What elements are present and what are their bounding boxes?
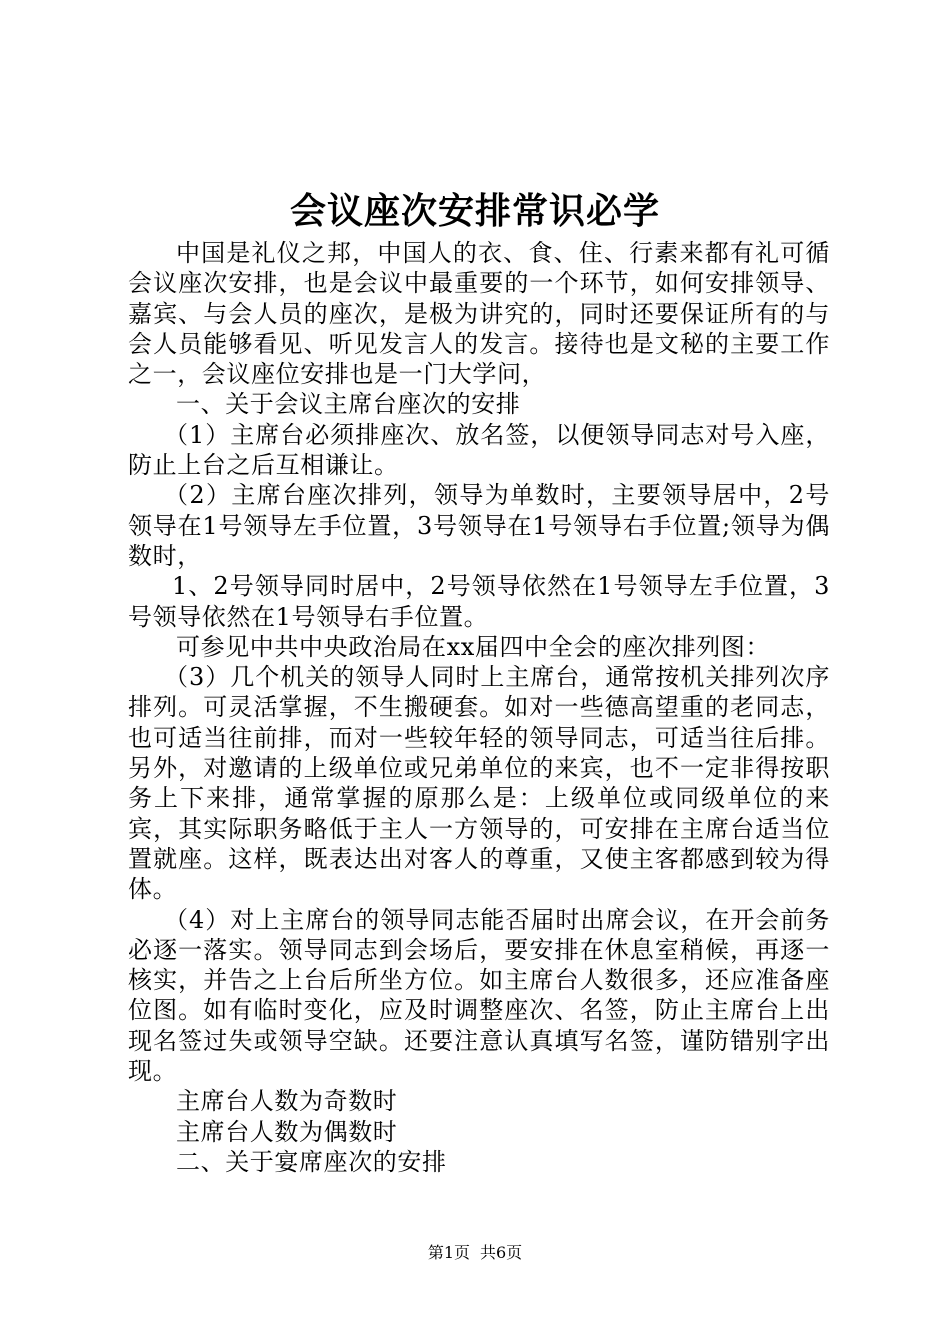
document-body — [128, 238, 830, 1177]
paragraph-reference: 可参见中共中央政治局在xx届四中全会的座次排列图： — [176, 632, 771, 661]
page-number-current: 第1页 — [427, 1243, 470, 1262]
paragraph-item-2: （2）主席台座次排列，领导为单数时，主要领导居中，2号领导在1号领导左手位置，3号领导在1号领导右手位置;领导为偶数时， — [128, 481, 830, 570]
page-footer — [0, 1242, 950, 1264]
paragraph-intro: 中国是礼仪之邦，中国人的衣、食、住、行素来都有礼可循会议座次安排，也是会议中最重要的一个环节，如何安排领导、嘉宾、与会人员的座次，是极为讲究的，同时还要保证所有的与会人员能够看见、听见发言人的发言。接待也是文秘的主要工作之一，会议座位安排也是一门大学问， — [128, 239, 830, 389]
section-heading-banquet: 二、关于宴席座次的安排 — [176, 1147, 447, 1176]
section-heading-podium: 一、关于会议主席台座次的安排 — [176, 390, 521, 419]
page-number-total: 共6页 — [480, 1243, 523, 1262]
caption-even-count: 主席台人数为偶数时 — [176, 1117, 398, 1146]
document-title: 会议座次安排常识必学 — [289, 190, 660, 232]
paragraph-even-leaders: 1、2号领导同时居中，2号领导依然在1号领导左手位置，3号领导依然在1号领导右手位置。 — [128, 572, 830, 631]
caption-odd-count: 主席台人数为奇数时 — [176, 1087, 398, 1116]
paragraph-item-1: （1）主席台必须排座次、放名签，以便领导同志对号入座，防止上台之后互相谦让。 — [128, 420, 830, 480]
paragraph-item-4: （4）对上主席台的领导同志能否届时出席会议，在开会前务必逐一落实。领导同志到会场后，要安排在休息室稍候，再逐一核实，并告之上台后所坐方位。如主席台人数很多，还应准备座位图。如有临时变化，应及时调整座次、名签，防止主席台上出现名签过失或领导空缺。还要注意认真填写名签，谨防错别字出现。 — [128, 905, 830, 1086]
paragraph-item-3: （3）几个机关的领导人同时上主席台，通常按机关排列次序排列。可灵活掌握，不生搬硬套。如对一些德高望重的老同志，也可适当往前排，而对一些较年轻的领导同志，可适当往后排。另外，对邀请的上级单位或兄弟单位的来宾，也不一定非得按职务上下来排，通常掌握的原那么是：上级单位或同级单位的来宾，其实际职务略低于主人一方领导的，可安排在主席台适当位置就座。这样，既表达出对客人的尊重，又使主客都感到较为得体。 — [128, 663, 830, 904]
